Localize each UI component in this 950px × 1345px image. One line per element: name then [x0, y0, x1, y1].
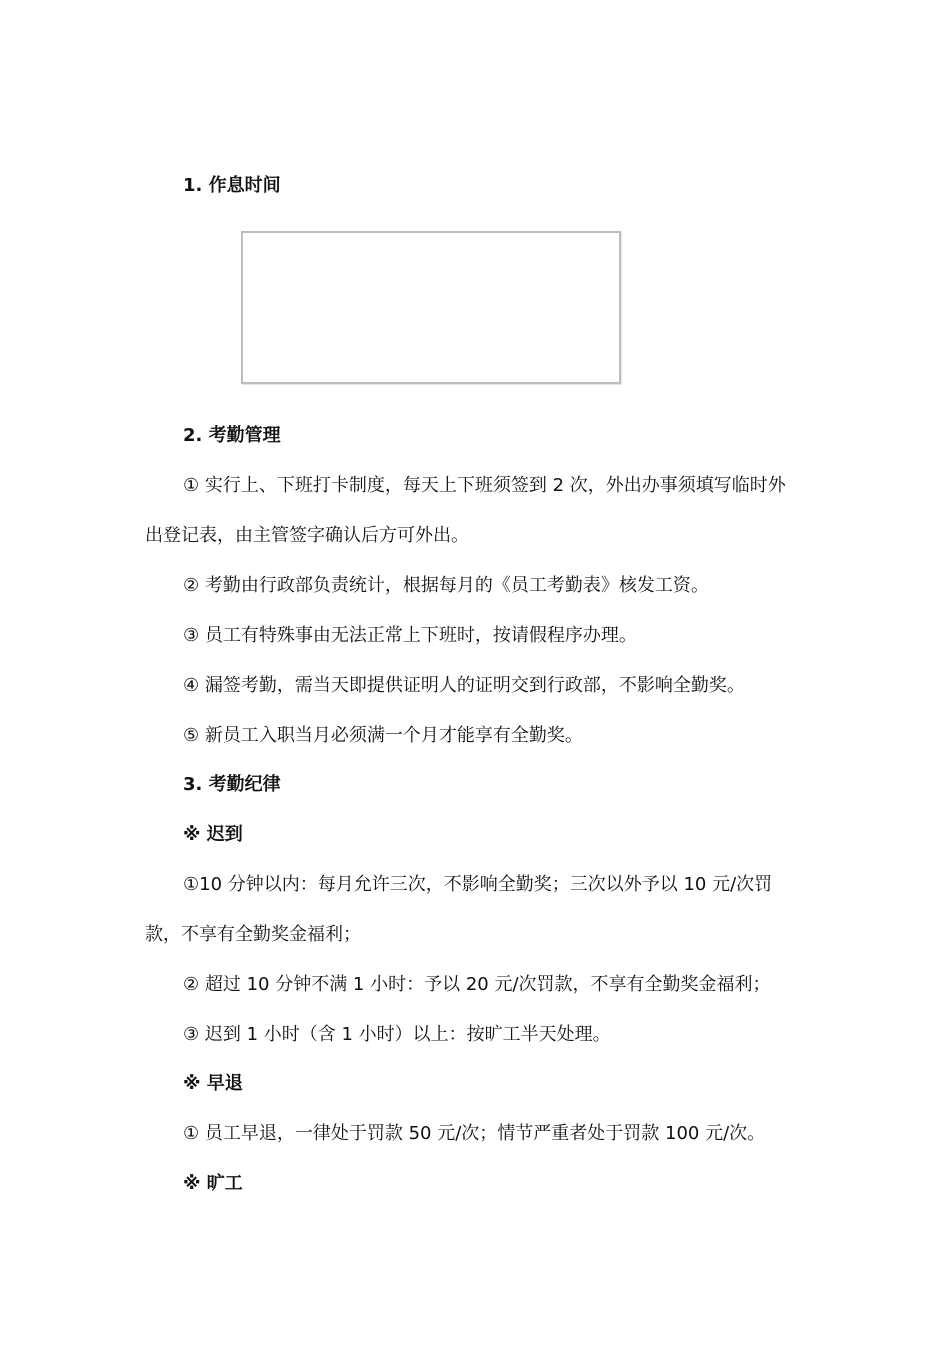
early-leave-item-1: ① 员工早退，一律处于罚款 50 元/次；情节严重者处于罚款 100 元/次。: [183, 1123, 766, 1144]
late-item-2: ② 超过 10 分钟不满 1 小时：予以 20 元/次罚款，不享有全勤奖金福利；: [183, 974, 771, 995]
schedule-image-placeholder: [241, 231, 621, 384]
late-item-3: ③ 迟到 1 小时（含 1 小时）以上：按旷工半天处理。: [183, 1024, 611, 1045]
attendance-item-2: ② 考勤由行政部负责统计，根据每月的《员工考勤表》核发工资。: [183, 575, 709, 596]
attendance-item-3: ③ 员工有特殊事由无法正常上下班时，按请假程序办理。: [183, 625, 637, 646]
attendance-item-4: ④ 漏签考勤，需当天即提供证明人的证明交到行政部，不影响全勤奖。: [183, 675, 745, 696]
late-item-1-line-1: ①10 分钟以内：每月允许三次，不影响全勤奖；三次以外予以 10 元/次罚: [183, 874, 773, 895]
section-heading-attendance-management: 2. 考勤管理: [183, 425, 281, 446]
section-heading-attendance-discipline: 3. 考勤纪律: [183, 774, 281, 795]
attendance-item-1-line-1: ① 实行上、下班打卡制度，每天上下班须签到 2 次，外出办事须填写临时外: [183, 475, 786, 496]
attendance-item-1-line-2: 出登记表，由主管签字确认后方可外出。: [145, 525, 469, 546]
late-item-1-line-2: 款，不享有全勤奖金福利；: [145, 924, 361, 945]
attendance-item-5: ⑤ 新员工入职当月必须满一个月才能享有全勤奖。: [183, 725, 583, 746]
subheading-absence: ※ 旷工: [183, 1173, 243, 1194]
subheading-early-leave: ※ 早退: [183, 1073, 243, 1094]
section-heading-work-hours: 1. 作息时间: [183, 175, 281, 196]
subheading-late: ※ 迟到: [183, 824, 243, 845]
